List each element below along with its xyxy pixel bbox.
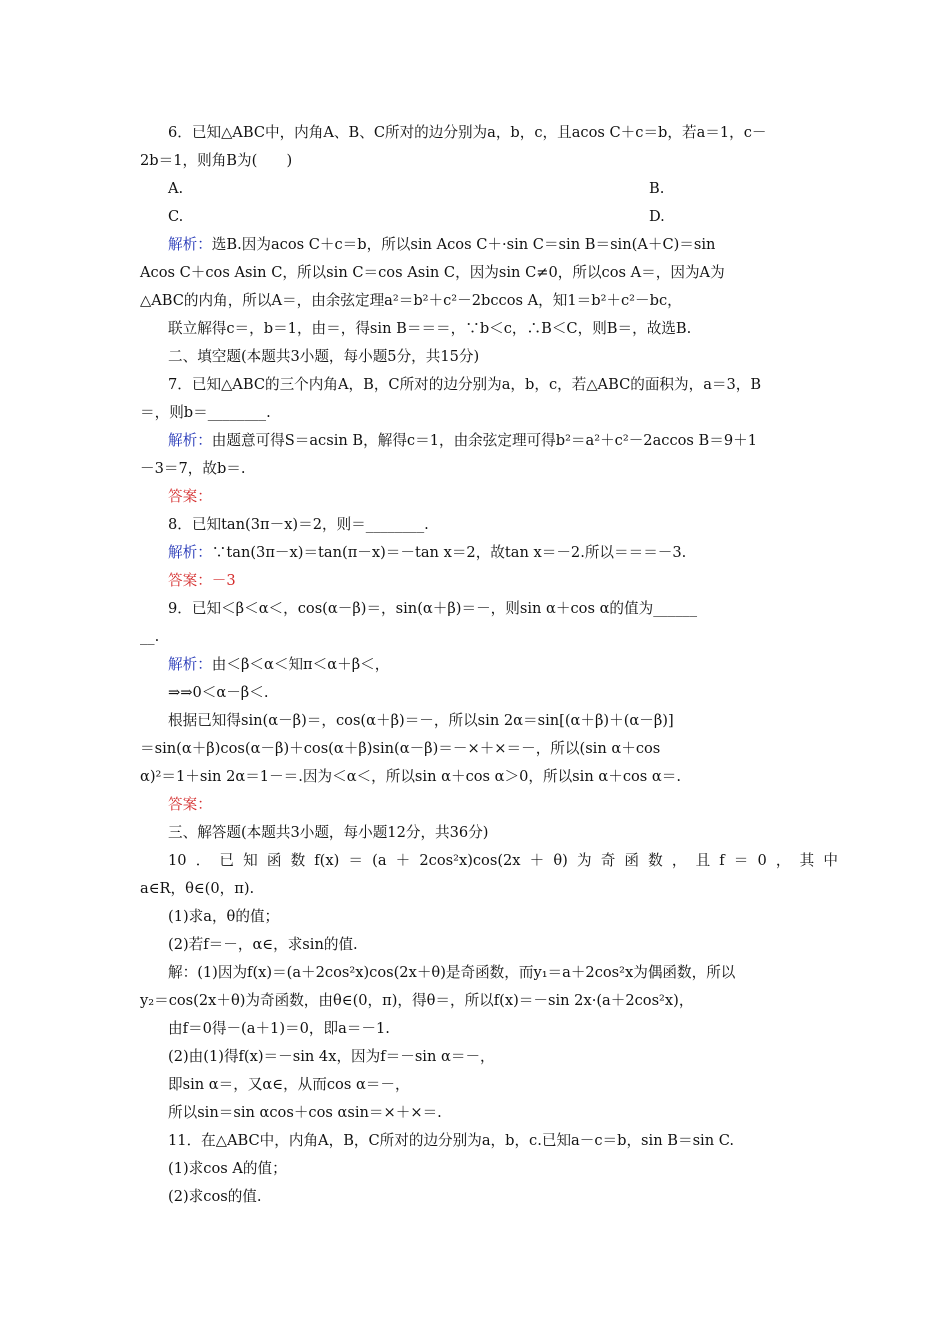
- q9-stem-line1: 9．已知＜β＜α＜，cos(α－β)＝，sin(α＋β)＝－，则sin α＋cos α的值为______: [168, 600, 697, 617]
- q10-solution-line6: 所以sin＝sin αcos＋cos αsin＝×＋×＝.: [168, 1104, 442, 1121]
- q10-stem-token: 为: [576, 852, 592, 869]
- q6-option-d: D.: [649, 208, 665, 225]
- q10-stem-token: 已: [219, 852, 235, 869]
- q6-solution-line4: 联立解得c＝，b＝1，由＝，得sin B＝＝＝，∵b＜c，∴B＜C，则B＝，故选B.: [168, 320, 692, 337]
- q10-stem-token: 中: [823, 852, 838, 869]
- q10-solution-line4: (2)由(1)得f(x)＝－sin 4x，因为f＝－sin α＝－，: [168, 1048, 495, 1065]
- q10-stem-token: ．: [195, 852, 211, 869]
- q6-option-c: C.: [168, 208, 184, 225]
- q6-stem-line2: 2b＝1，则角B为( ): [140, 152, 293, 169]
- q10-stem-token: 奇: [600, 852, 616, 869]
- q7-solution-line2: －3＝7，故b＝.: [140, 460, 246, 477]
- q10-solution-line2: y₂＝cos(2x＋θ)为奇函数，由θ∈(0，π)，得θ＝，所以f(x)＝－sin 2x·(a＋2cos²x)，: [140, 992, 694, 1009]
- q10-stem-token: 数: [648, 852, 663, 869]
- q10-stem-token: 函: [266, 852, 282, 869]
- q10-stem-token: (a: [372, 852, 387, 869]
- q6-options-row1: [168, 175, 838, 203]
- q10-stem-token: f(x): [314, 852, 340, 869]
- solution-label: 解析：: [168, 656, 212, 673]
- q10-solution-line1: 解：(1)因为f(x)＝(a＋2cos²x)cos(2x＋θ)是奇函数，而y₁＝a＋2cos²x为偶函数，所以: [168, 964, 736, 981]
- q10-part1: (1)求a，θ的值；: [168, 908, 280, 925]
- q11-part1: (1)求cos A的值；: [168, 1160, 287, 1177]
- q8-answer-text: 答案：－3: [168, 572, 236, 589]
- q7-stem-line1: 7．已知△ABC的三个内角A，B，C所对的边分别为a，b，c，若△ABC的面积为，a＝3，B: [168, 376, 762, 393]
- solution-label: 解析：: [168, 236, 212, 253]
- q10-stem-token: ＝: [348, 852, 364, 869]
- q10-stem-token: ＝: [733, 852, 749, 869]
- q10-solution-line3: 由f＝0得－(a＋1)＝0，即a＝－1.: [168, 1020, 390, 1037]
- q10-stem-token: 知: [243, 852, 258, 869]
- q10-stem-token: ＋: [395, 852, 411, 869]
- q8-solution-text: ∵tan(3π－x)＝tan(π－x)＝－tan x＝2，故tan x＝－2.所以＝＝＝－3.: [211, 544, 687, 561]
- section-3-heading: 三、解答题(本题共3小题，每小题12分，共36分): [168, 824, 489, 841]
- q10-stem-token: ＋: [529, 852, 545, 869]
- q10-stem-token: f: [719, 852, 725, 869]
- q8-solution: [168, 539, 838, 567]
- q10-stem-token: 10: [168, 852, 187, 869]
- q9-solution-line5: α)²＝1＋sin 2α＝1－＝.因为＜α＜，所以sin α＋cos α＞0，所以sin α＋cos α＝.: [140, 768, 681, 785]
- q9-stem-line2: __.: [140, 628, 160, 645]
- q10-part2: (2)若f＝－，α∈，求sin的值.: [168, 936, 358, 953]
- q7-solution-text: 由题意可得S＝acsin B，解得c＝1，由余弦定理可得b²＝a²＋c²－2accos B＝9＋1: [211, 432, 758, 449]
- q10-stem-line2: a∈R，θ∈(0，π).: [140, 880, 255, 897]
- q6-option-b: B.: [649, 180, 665, 197]
- q6-solution-text: 选B.因为acos C＋c＝b，所以sin Acos C＋·sin C＝sin B＝sin(A＋C)＝sin: [211, 236, 716, 253]
- q9-solution-line1: [168, 651, 838, 679]
- q10-stem-token: ，: [671, 852, 687, 869]
- q9-answer: 答案：: [168, 796, 212, 813]
- q10-solution-line5: 即sin α＝，又α∈，从而cos α＝－，: [168, 1076, 410, 1093]
- q8-answer: [168, 567, 838, 595]
- q7-answer: 答案：: [168, 488, 212, 505]
- q10-stem-token: 且: [695, 852, 711, 869]
- q6-option-a: A.: [168, 180, 184, 197]
- q6-solution-line2: Acos C＋cos Asin C，所以sin C＝cos Asin C，因为sin C≠0，所以cos A＝，因为A为: [140, 264, 725, 281]
- q10-stem-token: θ): [553, 852, 568, 869]
- q6-solution-line1: [168, 231, 838, 259]
- q6-solution-line3: △ABC的内角，所以A＝，由余弦定理a²＝b²＋c²－2bccos A，知1＝b²＋c²－bc，: [140, 292, 682, 309]
- q10-stem-token: 其: [799, 852, 815, 869]
- solution-label: 解析：: [168, 544, 212, 561]
- q7-stem-line2: ＝，则b＝________.: [140, 404, 271, 421]
- q9-solution-text: 由＜β＜α＜知π＜α＋β＜，: [211, 656, 390, 673]
- q6-options-row2: [168, 203, 838, 231]
- q9-solution-line2: ⇒⇒0＜α－β＜.: [168, 684, 269, 701]
- q9-solution-line3: 根据已知得sin(α－β)＝，cos(α＋β)＝－，所以sin 2α＝sin[(α＋β)＋(α－β)]: [168, 712, 674, 729]
- q10-stem-token: 0: [757, 852, 767, 869]
- q10-stem-token: 函: [624, 852, 640, 869]
- q10-stem-token: 数: [290, 852, 306, 869]
- q7-solution-line1: [168, 427, 838, 455]
- q11-part2: (2)求cos的值.: [168, 1188, 262, 1205]
- q9-solution-line4: ＝sin(α＋β)cos(α－β)＋cos(α＋β)sin(α－β)＝－×＋×＝－，所以(sin α＋cos: [140, 740, 661, 757]
- q10-stem-token: ，: [775, 852, 791, 869]
- q6-stem-line1: 6．已知△ABC中，内角A、B、C所对的边分别为a，b，c，且acos C＋c＝b，若a＝1，c－: [168, 124, 767, 141]
- q8-stem: 8．已知tan(3π－x)＝2，则＝________.: [168, 516, 429, 533]
- q10-stem-token: 2cos²x)cos(2x: [419, 852, 521, 869]
- section-2-heading: 二、填空题(本题共3小题，每小题5分，共15分): [168, 348, 480, 365]
- solution-label: 解析：: [168, 432, 212, 449]
- q11-stem: 11．在△ABC中，内角A，B，C所对的边分别为a，b，c.已知a－c＝b，sin B＝sin C.: [168, 1132, 735, 1149]
- q10-stem-line1: [168, 847, 838, 875]
